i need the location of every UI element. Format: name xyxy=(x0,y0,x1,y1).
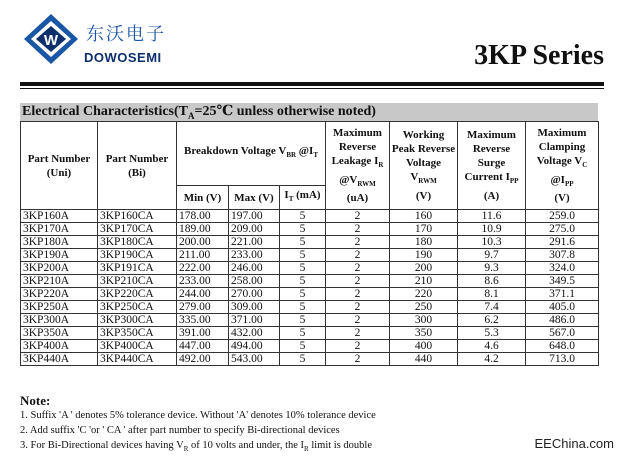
cell-part-bi: 3KP170CA xyxy=(98,223,177,236)
cell-part-bi: 3KP440CA xyxy=(98,353,177,366)
header-reverse-surge-current: Maximum Reverse Surge Current $I_{PP}$ (A) xyxy=(458,122,526,210)
notes-section xyxy=(20,393,604,456)
cell-part-bi: 3KP350CA xyxy=(98,327,177,340)
cell-max-v: 246.00 xyxy=(229,262,280,275)
table-row xyxy=(21,275,599,288)
cell-min-v: 200.00 xyxy=(177,236,229,249)
cell-leakage: 2 xyxy=(326,314,390,327)
cell-min-v: 391.00 xyxy=(177,327,229,340)
notes-title: Note: xyxy=(20,393,51,408)
table-row xyxy=(21,327,599,340)
dowosemi-logo-icon xyxy=(22,12,80,66)
cell-part-uni: 3KP210A xyxy=(21,275,98,288)
header-part-bi: Part Number (Bi) xyxy=(98,122,177,210)
cell-vc: 486.0 xyxy=(526,314,599,327)
cell-min-v: 222.00 xyxy=(177,262,229,275)
header-max-v: Max (V) xyxy=(229,186,280,210)
cell-vrwm: 200 xyxy=(390,262,458,275)
company-name-en: DOWOSEMI xyxy=(84,50,162,65)
cell-max-v: 309.00 xyxy=(229,301,280,314)
section-title-prefix: Electrical Characteristics(T xyxy=(22,104,188,119)
cell-part-bi: 3KP400CA xyxy=(98,340,177,353)
document-header xyxy=(0,0,624,92)
cell-vc: 324.0 xyxy=(526,262,599,275)
cell-max-v: 543.00 xyxy=(229,353,280,366)
table-row xyxy=(21,210,599,223)
cell-ipp: 5.3 xyxy=(458,327,526,340)
cell-part-bi: 3KP210CA xyxy=(98,275,177,288)
cell-part-uni: 3KP400A xyxy=(21,340,98,353)
header-breakdown-voltage: Breakdown Voltage $V_{BR}$ $@I_T$ xyxy=(177,122,326,186)
electrical-characteristics-table-wrap xyxy=(20,121,598,366)
note-2: 2. Add suffix 'C 'or ' CA ' after part number to specify Bi-directional devices xyxy=(20,425,340,436)
company-name-cn: 东沃电子 xyxy=(86,24,166,45)
cell-it: 5 xyxy=(280,314,326,327)
cell-leakage: 2 xyxy=(326,301,390,314)
cell-ipp: 7.4 xyxy=(458,301,526,314)
cell-ipp: 10.9 xyxy=(458,223,526,236)
cell-leakage: 2 xyxy=(326,223,390,236)
cell-vc: 307.8 xyxy=(526,249,599,262)
cell-vc: 275.0 xyxy=(526,223,599,236)
cell-vc: 405.0 xyxy=(526,301,599,314)
cell-part-uni: 3KP190A xyxy=(21,249,98,262)
table-row xyxy=(21,314,599,327)
cell-part-bi: 3KP190CA xyxy=(98,249,177,262)
table-row xyxy=(21,223,599,236)
cell-part-uni: 3KP250A xyxy=(21,301,98,314)
cell-ipp: 10.3 xyxy=(458,236,526,249)
cell-ipp: 6.2 xyxy=(458,314,526,327)
cell-part-bi: 3KP300CA xyxy=(98,314,177,327)
cell-min-v: 447.00 xyxy=(177,340,229,353)
table-row xyxy=(21,236,599,249)
cell-min-v: 178.00 xyxy=(177,210,229,223)
header-clamping-voltage: Maximum Clamping Voltage $V_C$ $@I_{PP}$ (V) xyxy=(526,122,599,210)
cell-ipp: 4.6 xyxy=(458,340,526,353)
cell-it: 5 xyxy=(280,353,326,366)
cell-min-v: 233.00 xyxy=(177,275,229,288)
cell-part-bi: 3KP191CA xyxy=(98,262,177,275)
cell-vc: 713.0 xyxy=(526,353,599,366)
cell-leakage: 2 xyxy=(326,210,390,223)
cell-min-v: 211.00 xyxy=(177,249,229,262)
cell-part-uni: 3KP170A xyxy=(21,223,98,236)
cell-vrwm: 180 xyxy=(390,236,458,249)
cell-part-bi: 3KP250CA xyxy=(98,301,177,314)
section-title-suffix: =25℃ unless otherwise noted) xyxy=(194,104,376,119)
table-row xyxy=(21,353,599,366)
cell-leakage: 2 xyxy=(326,262,390,275)
header-min-v: Min (V) xyxy=(177,186,229,210)
cell-vrwm: 440 xyxy=(390,353,458,366)
cell-vrwm: 250 xyxy=(390,301,458,314)
cell-leakage: 2 xyxy=(326,340,390,353)
cell-leakage: 2 xyxy=(326,249,390,262)
cell-max-v: 209.00 xyxy=(229,223,280,236)
electrical-characteristics-table xyxy=(20,121,599,366)
cell-part-uni: 3KP180A xyxy=(21,236,98,249)
cell-max-v: 197.00 xyxy=(229,210,280,223)
cell-part-uni: 3KP200A xyxy=(21,262,98,275)
cell-it: 5 xyxy=(280,288,326,301)
cell-it: 5 xyxy=(280,327,326,340)
table-row xyxy=(21,301,599,314)
cell-it: 5 xyxy=(280,275,326,288)
cell-leakage: 2 xyxy=(326,353,390,366)
header-part-uni: Part Number (Uni) xyxy=(21,122,98,210)
cell-part-bi: 3KP160CA xyxy=(98,210,177,223)
cell-max-v: 270.00 xyxy=(229,288,280,301)
cell-min-v: 335.00 xyxy=(177,314,229,327)
cell-vc: 259.0 xyxy=(526,210,599,223)
note-3: 3. For Bi-Directional devices having $V_R$ of 10 volts and under, the $I_R$ limit is double xyxy=(20,440,372,454)
cell-it: 5 xyxy=(280,236,326,249)
cell-max-v: 221.00 xyxy=(229,236,280,249)
cell-vc: 349.5 xyxy=(526,275,599,288)
cell-min-v: 492.00 xyxy=(177,353,229,366)
cell-leakage: 2 xyxy=(326,236,390,249)
cell-part-bi: 3KP220CA xyxy=(98,288,177,301)
note-1: 1. Suffix 'A ' denotes 5% tolerance device. Without 'A' denotes 10% tolerance device xyxy=(20,410,376,421)
section-title-bar xyxy=(20,103,598,121)
cell-part-uni: 3KP220A xyxy=(21,288,98,301)
cell-vc: 648.0 xyxy=(526,340,599,353)
cell-vc: 371.1 xyxy=(526,288,599,301)
eechina-watermark: EEChina.com xyxy=(534,436,614,451)
cell-min-v: 244.00 xyxy=(177,288,229,301)
cell-ipp: 8.6 xyxy=(458,275,526,288)
cell-part-uni: 3KP440A xyxy=(21,353,98,366)
cell-min-v: 279.00 xyxy=(177,301,229,314)
cell-vrwm: 400 xyxy=(390,340,458,353)
header-leakage-current: Maximum Reverse Leakage $I_R$ $@V_{RWM}$ (uA) xyxy=(326,122,390,210)
cell-ipp: 9.7 xyxy=(458,249,526,262)
cell-part-bi: 3KP180CA xyxy=(98,236,177,249)
cell-vrwm: 220 xyxy=(390,288,458,301)
series-title: 3KP Series xyxy=(474,40,604,71)
cell-vrwm: 300 xyxy=(390,314,458,327)
header-rule-thin xyxy=(20,88,604,89)
cell-max-v: 371.00 xyxy=(229,314,280,327)
cell-max-v: 233.00 xyxy=(229,249,280,262)
cell-leakage: 2 xyxy=(326,288,390,301)
table-row xyxy=(21,288,599,301)
cell-vc: 567.0 xyxy=(526,327,599,340)
table-body xyxy=(21,210,599,366)
cell-vrwm: 350 xyxy=(390,327,458,340)
table-row xyxy=(21,262,599,275)
logo-letter: W xyxy=(43,32,59,49)
cell-ipp: 11.6 xyxy=(458,210,526,223)
cell-max-v: 258.00 xyxy=(229,275,280,288)
cell-vc: 291.6 xyxy=(526,236,599,249)
table-row xyxy=(21,249,599,262)
cell-vrwm: 170 xyxy=(390,223,458,236)
cell-part-uni: 3KP300A xyxy=(21,314,98,327)
header-it-ma: $I_T$ (mA) xyxy=(280,186,326,210)
cell-leakage: 2 xyxy=(326,327,390,340)
table-row xyxy=(21,340,599,353)
cell-it: 5 xyxy=(280,223,326,236)
cell-it: 5 xyxy=(280,301,326,314)
cell-max-v: 432.00 xyxy=(229,327,280,340)
cell-leakage: 2 xyxy=(326,275,390,288)
cell-ipp: 4.2 xyxy=(458,353,526,366)
cell-part-uni: 3KP160A xyxy=(21,210,98,223)
cell-max-v: 494.00 xyxy=(229,340,280,353)
cell-ipp: 9.3 xyxy=(458,262,526,275)
cell-it: 5 xyxy=(280,210,326,223)
cell-part-uni: 3KP350A xyxy=(21,327,98,340)
header-rule-thick xyxy=(20,82,604,86)
cell-vrwm: 210 xyxy=(390,275,458,288)
cell-it: 5 xyxy=(280,262,326,275)
cell-it: 5 xyxy=(280,249,326,262)
cell-vrwm: 190 xyxy=(390,249,458,262)
header-working-peak-reverse-voltage: Working Peak Reverse Voltage $V_{RWM}$ (V) xyxy=(390,122,458,210)
cell-ipp: 8.1 xyxy=(458,288,526,301)
section-title-sub: A xyxy=(188,110,195,121)
cell-min-v: 189.00 xyxy=(177,223,229,236)
cell-it: 5 xyxy=(280,340,326,353)
cell-vrwm: 160 xyxy=(390,210,458,223)
